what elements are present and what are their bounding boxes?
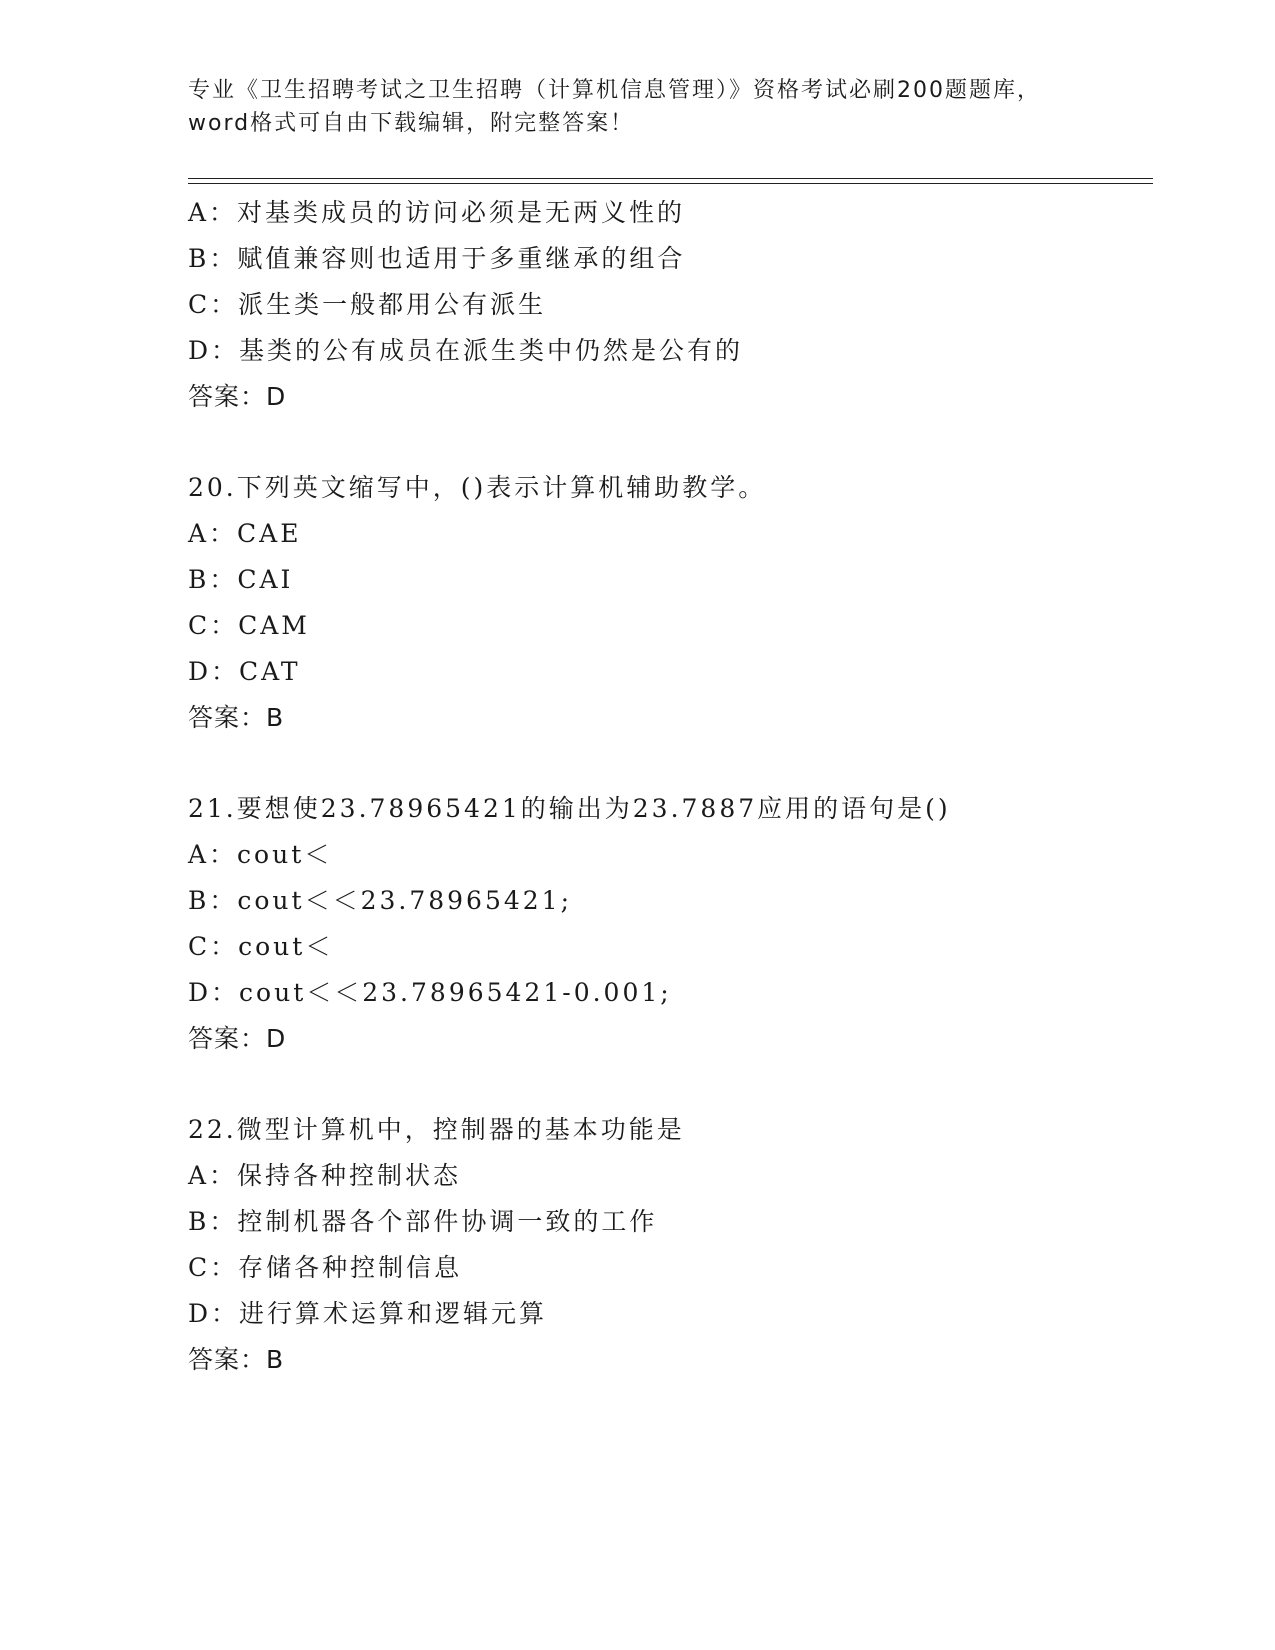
option-a: A：CAE (188, 519, 302, 548)
option-b: B：CAI (188, 565, 294, 594)
answer-line: 答案：B (188, 1345, 285, 1374)
option-c: C：存储各种控制信息 (188, 1253, 463, 1282)
option-d: D：cout＜＜23.78965421-0.001; (188, 978, 672, 1007)
option-d: D：进行算术运算和逻辑元算 (188, 1299, 548, 1328)
question-block-19 (188, 190, 1148, 420)
answer-line: 答案：D (188, 1024, 287, 1053)
block-spacer (188, 1062, 1148, 1107)
header-divider-top (188, 178, 1153, 179)
document-header (188, 74, 1088, 140)
option-b: B：控制机器各个部件协调一致的工作 (188, 1207, 658, 1236)
option-a: A：cout＜ (188, 840, 333, 869)
block-spacer (188, 741, 1148, 786)
option-c: C：cout＜ (188, 932, 334, 961)
option-a: A：保持各种控制状态 (188, 1161, 462, 1190)
block-spacer (188, 420, 1148, 465)
answer-line: 答案：D (188, 382, 287, 411)
option-b: B：cout＜＜23.78965421; (188, 886, 572, 915)
question-text: 21.要想使23.78965421的输出为23.7887应用的语句是() (188, 794, 951, 823)
question-block-20 (188, 465, 1148, 741)
answer-line: 答案：B (188, 703, 285, 732)
header-line-1: 专业《卫生招聘考试之卫生招聘（计算机信息管理）》资格考试必刷200题题库， (188, 78, 1041, 103)
question-list (188, 190, 1148, 1383)
question-block-22 (188, 1107, 1148, 1383)
header-line-2: word格式可自由下载编辑，附完整答案！ (188, 111, 635, 136)
option-b: B：赋值兼容则也适用于多重继承的组合 (188, 244, 686, 273)
header-divider-bottom (188, 183, 1153, 184)
option-d: D：基类的公有成员在派生类中仍然是公有的 (188, 336, 744, 365)
question-block-21 (188, 786, 1148, 1062)
option-c: C：CAM (188, 611, 310, 640)
question-text: 22.微型计算机中，控制器的基本功能是 (188, 1115, 685, 1144)
option-a: A：对基类成员的访问必须是无两义性的 (188, 198, 686, 227)
question-text: 20.下列英文缩写中，()表示计算机辅助教学。 (188, 473, 767, 502)
option-c: C：派生类一般都用公有派生 (188, 290, 547, 319)
option-d: D：CAT (188, 657, 301, 686)
